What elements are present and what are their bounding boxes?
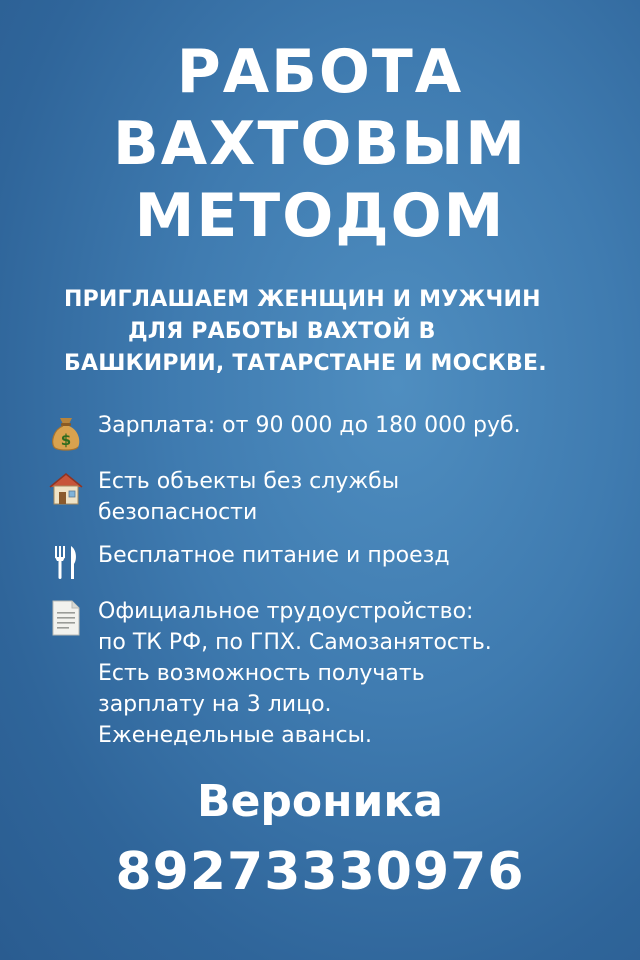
feature-no-security: [46, 466, 626, 528]
feature-free-food-text: [98, 540, 450, 571]
subheadline-line-3: БАШКИРИИ, ТАТАРСТАНЕ И МОСКВЕ.: [64, 351, 547, 376]
svg-text:$: $: [60, 431, 72, 449]
headline: [0, 36, 640, 252]
feature-employment-line-5: Еженедельные авансы.: [98, 723, 373, 748]
contact-name: Вероника: [197, 776, 443, 827]
feature-employment-line-4: зарплату на 3 лицо.: [98, 692, 332, 717]
feature-official-employment: [46, 596, 626, 751]
contact-phone[interactable]: 89273330976: [115, 842, 525, 902]
subheadline: [0, 284, 640, 380]
document-icon: [46, 596, 86, 640]
fork-knife-icon: [46, 540, 86, 584]
feature-employment-line-1: Официальное трудоустройство:: [98, 599, 474, 624]
headline-line-1: РАБОТА: [176, 37, 464, 107]
feature-no-security-text: [98, 466, 399, 528]
feature-free-food-line-1: Бесплатное питание и проезд: [98, 543, 450, 568]
feature-free-food: [46, 540, 626, 584]
feature-no-security-line-1: Есть объекты без службы: [98, 469, 400, 494]
feature-salary-text: [98, 410, 521, 441]
feature-employment-line-2: по ТК РФ, по ГПХ. Самозанятость.: [98, 630, 492, 655]
feature-salary-line-1: Зарплата: от 90 000 до 180 000 руб.: [98, 413, 521, 438]
subheadline-line-2: ДЛЯ РАБОТЫ ВАХТОЙ В: [128, 319, 436, 344]
money-bag-icon: [46, 410, 86, 454]
feature-salary: [46, 410, 626, 454]
house-icon: [46, 466, 86, 510]
headline-line-3: МЕТОДОМ: [134, 181, 506, 251]
headline-line-2: ВАХТОВЫМ: [113, 109, 527, 179]
feature-no-security-line-2: безопасности: [98, 500, 258, 525]
feature-official-employment-text: [98, 596, 492, 751]
subheadline-line-1: ПРИГЛАШАЕМ ЖЕНЩИН И МУЖЧИН: [64, 287, 541, 312]
feature-employment-line-3: Есть возможность получать: [98, 661, 425, 686]
